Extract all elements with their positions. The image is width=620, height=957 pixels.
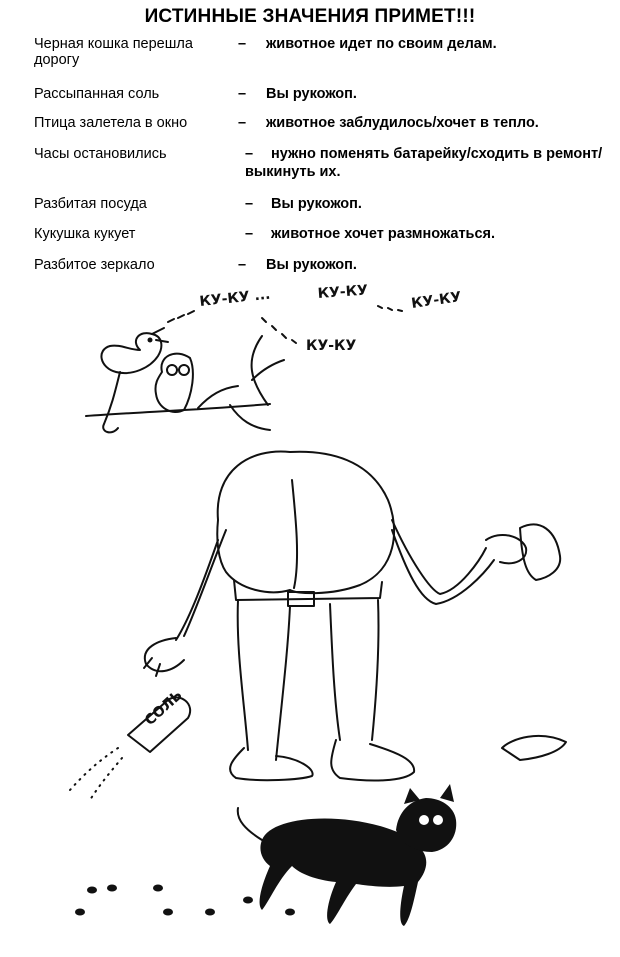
dots: [168, 311, 194, 322]
cuckoo-call-text: КУ-КУ ...: [198, 286, 272, 310]
omen-meaning: Вы рукожоп.: [266, 86, 357, 102]
dash: –: [245, 196, 254, 212]
omen-meaning: животное заблудилось/хочет в тепло.: [266, 115, 539, 131]
omen-label: Птица залетела в окно: [34, 115, 188, 131]
cuckoo-call-text: КУ-КУ: [306, 338, 357, 354]
omen-label: Черная кошка перешла дорогу: [34, 36, 193, 68]
black-cat: [238, 784, 457, 926]
dash: –: [245, 226, 254, 242]
trousers: [238, 600, 379, 760]
bending-man: [141, 452, 560, 781]
salt-label: СОЛЬ: [141, 687, 186, 729]
dash: –: [238, 36, 247, 52]
omen-label: Рассыпанная соль: [34, 86, 160, 102]
omen-meaning: животное хочет размножаться.: [271, 226, 496, 242]
dash: –: [245, 146, 254, 162]
omen-label: Часы остановились: [34, 146, 167, 162]
cuckoo-tail: [103, 372, 120, 432]
cuckoo-eye: [148, 338, 153, 343]
omen-label: Кукушка кукует: [34, 226, 136, 242]
dash: –: [238, 257, 247, 273]
owl-eye: [167, 365, 177, 375]
tree-branch: [86, 336, 284, 430]
left-arm: [176, 530, 226, 640]
cat-eye: [433, 815, 443, 825]
dish-shard: [502, 736, 566, 760]
dots: [262, 318, 296, 343]
left-shoe: [230, 748, 313, 780]
omen-label: Разбитое зеркало: [34, 257, 155, 273]
omen-meaning: Вы рукожоп.: [271, 196, 362, 212]
cat-tail: [238, 808, 262, 840]
spilled-salt: [70, 748, 118, 790]
cat-eye: [419, 815, 429, 825]
dots: [378, 306, 402, 311]
cuckoo-call-text: КУ-КУ: [317, 282, 369, 302]
dash: –: [238, 86, 247, 102]
cuckoo-call-text: КУ-КУ: [410, 289, 463, 312]
omen-meaning: Вы рукожоп.: [266, 257, 357, 273]
salt-shaker: [70, 687, 190, 800]
cuckoo-bird-body: [101, 333, 161, 373]
cuckoo-calls: [168, 283, 463, 354]
omen-meaning: животное идет по своим делам.: [266, 36, 497, 52]
owl-body: [155, 354, 192, 412]
dash: –: [238, 115, 247, 131]
branch-with-birds: [86, 328, 284, 432]
omen-label: Разбитая посуда: [34, 196, 147, 212]
omen-meaning: нужно поменять батарейку/сходить в ремонт/выкинуть их.: [245, 146, 603, 180]
right-shoe: [331, 740, 414, 780]
buttocks: [217, 452, 394, 594]
left-hand: [144, 638, 184, 676]
right-arm: [392, 520, 494, 604]
page-title: ИСТИННЫЕ ЗНАЧЕНИЯ ПРИМЕТ!!!: [144, 6, 476, 27]
owl-eye: [179, 365, 189, 375]
buttocks-crease: [292, 480, 297, 588]
